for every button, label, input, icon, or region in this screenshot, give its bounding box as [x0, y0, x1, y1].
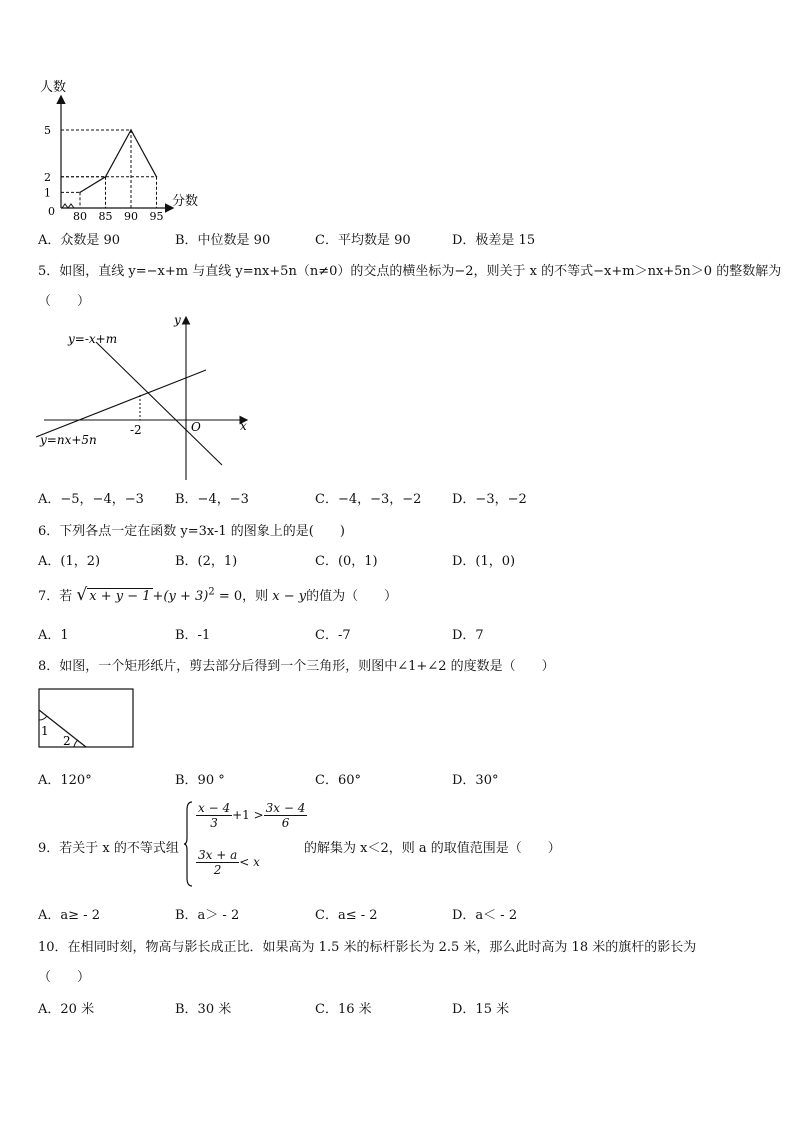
- angle-1-label: 1: [41, 724, 49, 738]
- q5-stem: 5．如图，直线 y=−x+m 与直线 y=nx+5n（n≠0）的交点的横坐标为−2，则关于 x 的不等式−x+m＞nx+5n＞0 的整数解为: [38, 264, 782, 279]
- q9-option-b[interactable]: B．a＞ - 2: [175, 908, 240, 923]
- q5-paren: （ ）: [38, 294, 91, 309]
- q5-option-c[interactable]: C．−4，−3，−2: [315, 492, 422, 507]
- q10-option-c[interactable]: C．16 米: [315, 1002, 372, 1017]
- q4-option-a[interactable]: A．众数是 90: [38, 233, 121, 248]
- q6-option-a[interactable]: A．(1，2): [38, 554, 101, 569]
- ineq2-rhs: < x: [239, 855, 260, 869]
- chart-origin-label: 0: [48, 205, 55, 218]
- q5-tick-minus-2: -2: [130, 423, 142, 437]
- data-point-95: [156, 176, 158, 178]
- q9-option-a[interactable]: A．a≥ - 2: [38, 908, 100, 923]
- q7-option-b[interactable]: B．-1: [175, 628, 211, 643]
- q7-radicand: x + y − 1: [89, 589, 151, 604]
- q9-suffix: 的解集为 x＜2，则 a 的取值范围是（ ）: [304, 841, 561, 856]
- angle-1-arc: [39, 716, 47, 720]
- angle-2-label: 2: [63, 734, 71, 748]
- y-tick-label-1: 1: [44, 186, 51, 200]
- q5-y-label: y: [174, 313, 181, 327]
- ineq1-denominator-1: 3: [210, 816, 218, 830]
- q6-option-d[interactable]: D．(1，0): [452, 554, 516, 569]
- x-tick-label-85: 85: [98, 210, 113, 223]
- q7-exponent: 2: [208, 586, 215, 598]
- q7-prefix: 7．若: [38, 589, 73, 604]
- q9-prefix: 9．若关于 x 的不等式组: [38, 841, 179, 856]
- q8-option-c[interactable]: C．60°: [315, 773, 361, 788]
- q9-inequality-1: [196, 801, 307, 830]
- q10-option-b[interactable]: B．30 米: [175, 1002, 232, 1017]
- system-brace: [184, 800, 194, 888]
- q5-option-d[interactable]: D．−3，−2: [452, 492, 527, 507]
- data-point-80: [79, 192, 81, 194]
- q7-option-d[interactable]: D．7: [452, 628, 484, 643]
- ineq2-numerator: 3x + a: [198, 848, 238, 862]
- q8-option-d[interactable]: D．30°: [452, 773, 499, 788]
- q5-x-label: x: [240, 419, 247, 433]
- chart-ylabel: 人数: [40, 80, 67, 95]
- ineq1-denominator-2: 6: [281, 816, 290, 830]
- q6-stem: 6．下列各点一定在函数 y=3x-1 的图象上的是( ): [38, 524, 345, 539]
- q8-stem: 8．如图，一个矩形纸片，剪去部分后得到一个三角形，则图中∠1+∠2 的度数是（ ）: [38, 659, 555, 674]
- q5-line1-label: y=-x+m: [68, 332, 118, 346]
- q10-option-d[interactable]: D．15 米: [452, 1002, 510, 1017]
- q9-option-d[interactable]: D．a＜ - 2: [452, 908, 518, 923]
- x-tick-label-95: 95: [149, 210, 164, 223]
- q7-plus-term: +(y + 3): [152, 589, 209, 604]
- line-y-nx-plus-5n: [36, 370, 206, 437]
- frequency-line-chart: [34, 75, 214, 225]
- q9-inequality-2: [196, 848, 260, 877]
- x-tick-label-90: 90: [124, 210, 138, 223]
- data-point-90: [130, 129, 132, 131]
- q5-line2-label: y=nx+5n: [40, 433, 97, 447]
- q7-equals-zero: = 0，则: [214, 589, 269, 604]
- q7-suffix: 的值为（ ）: [306, 589, 398, 604]
- q6-option-c[interactable]: C．(0，1): [315, 554, 378, 569]
- q7-option-c[interactable]: C．-7: [315, 628, 351, 643]
- q4-option-c[interactable]: C．平均数是 90: [315, 233, 411, 248]
- q10-paren: （ ）: [38, 970, 91, 985]
- q7-expression: x − y: [272, 589, 307, 604]
- q9-option-c[interactable]: C．a≤ - 2: [315, 908, 378, 923]
- ineq1-middle: +1 >: [232, 808, 264, 822]
- q8-option-a[interactable]: A．120°: [38, 773, 92, 788]
- q10-stem: 10．在相同时刻，物高与影长成正比．如果高为 1.5 米的标杆影长为 2.5 米，那么此时高为 18 米的旗杆的影长为: [38, 940, 697, 955]
- chart-xlabel: 分数: [172, 194, 199, 209]
- q7-option-a[interactable]: A．1: [38, 628, 69, 643]
- q4-option-d[interactable]: D．极差是 15: [452, 233, 536, 248]
- q5-line-graph: [36, 312, 256, 482]
- y-tick-label-5: 5: [44, 124, 51, 137]
- data-point-85: [105, 176, 107, 178]
- q8-option-b[interactable]: B．90 °: [175, 773, 225, 788]
- q7-stem: [38, 585, 397, 605]
- q5-option-b[interactable]: B．−4，−3: [175, 492, 249, 507]
- sqrt-sign: √: [76, 585, 88, 605]
- x-tick-label-80: 80: [73, 210, 87, 223]
- q10-option-a[interactable]: A．20 米: [38, 1002, 95, 1017]
- q5-origin-label: O: [191, 420, 201, 434]
- line-y-neg-x-plus-m: [96, 342, 222, 465]
- q5-option-a[interactable]: A．−5，−4，−3: [38, 492, 144, 507]
- q8-rectangle-figure: [36, 686, 136, 750]
- paper-rectangle: [39, 689, 133, 747]
- angle-2-arc: [74, 740, 78, 747]
- q4-option-b[interactable]: B．中位数是 90: [175, 233, 271, 248]
- ineq2-denominator: 2: [213, 863, 222, 877]
- q6-option-b[interactable]: B．(2，1): [175, 554, 238, 569]
- series-line: [80, 130, 157, 192]
- y-tick-label-2: 2: [44, 170, 51, 184]
- ineq1-numerator-2: 3x − 4: [265, 801, 306, 815]
- ineq1-numerator-1: x − 4: [198, 801, 231, 815]
